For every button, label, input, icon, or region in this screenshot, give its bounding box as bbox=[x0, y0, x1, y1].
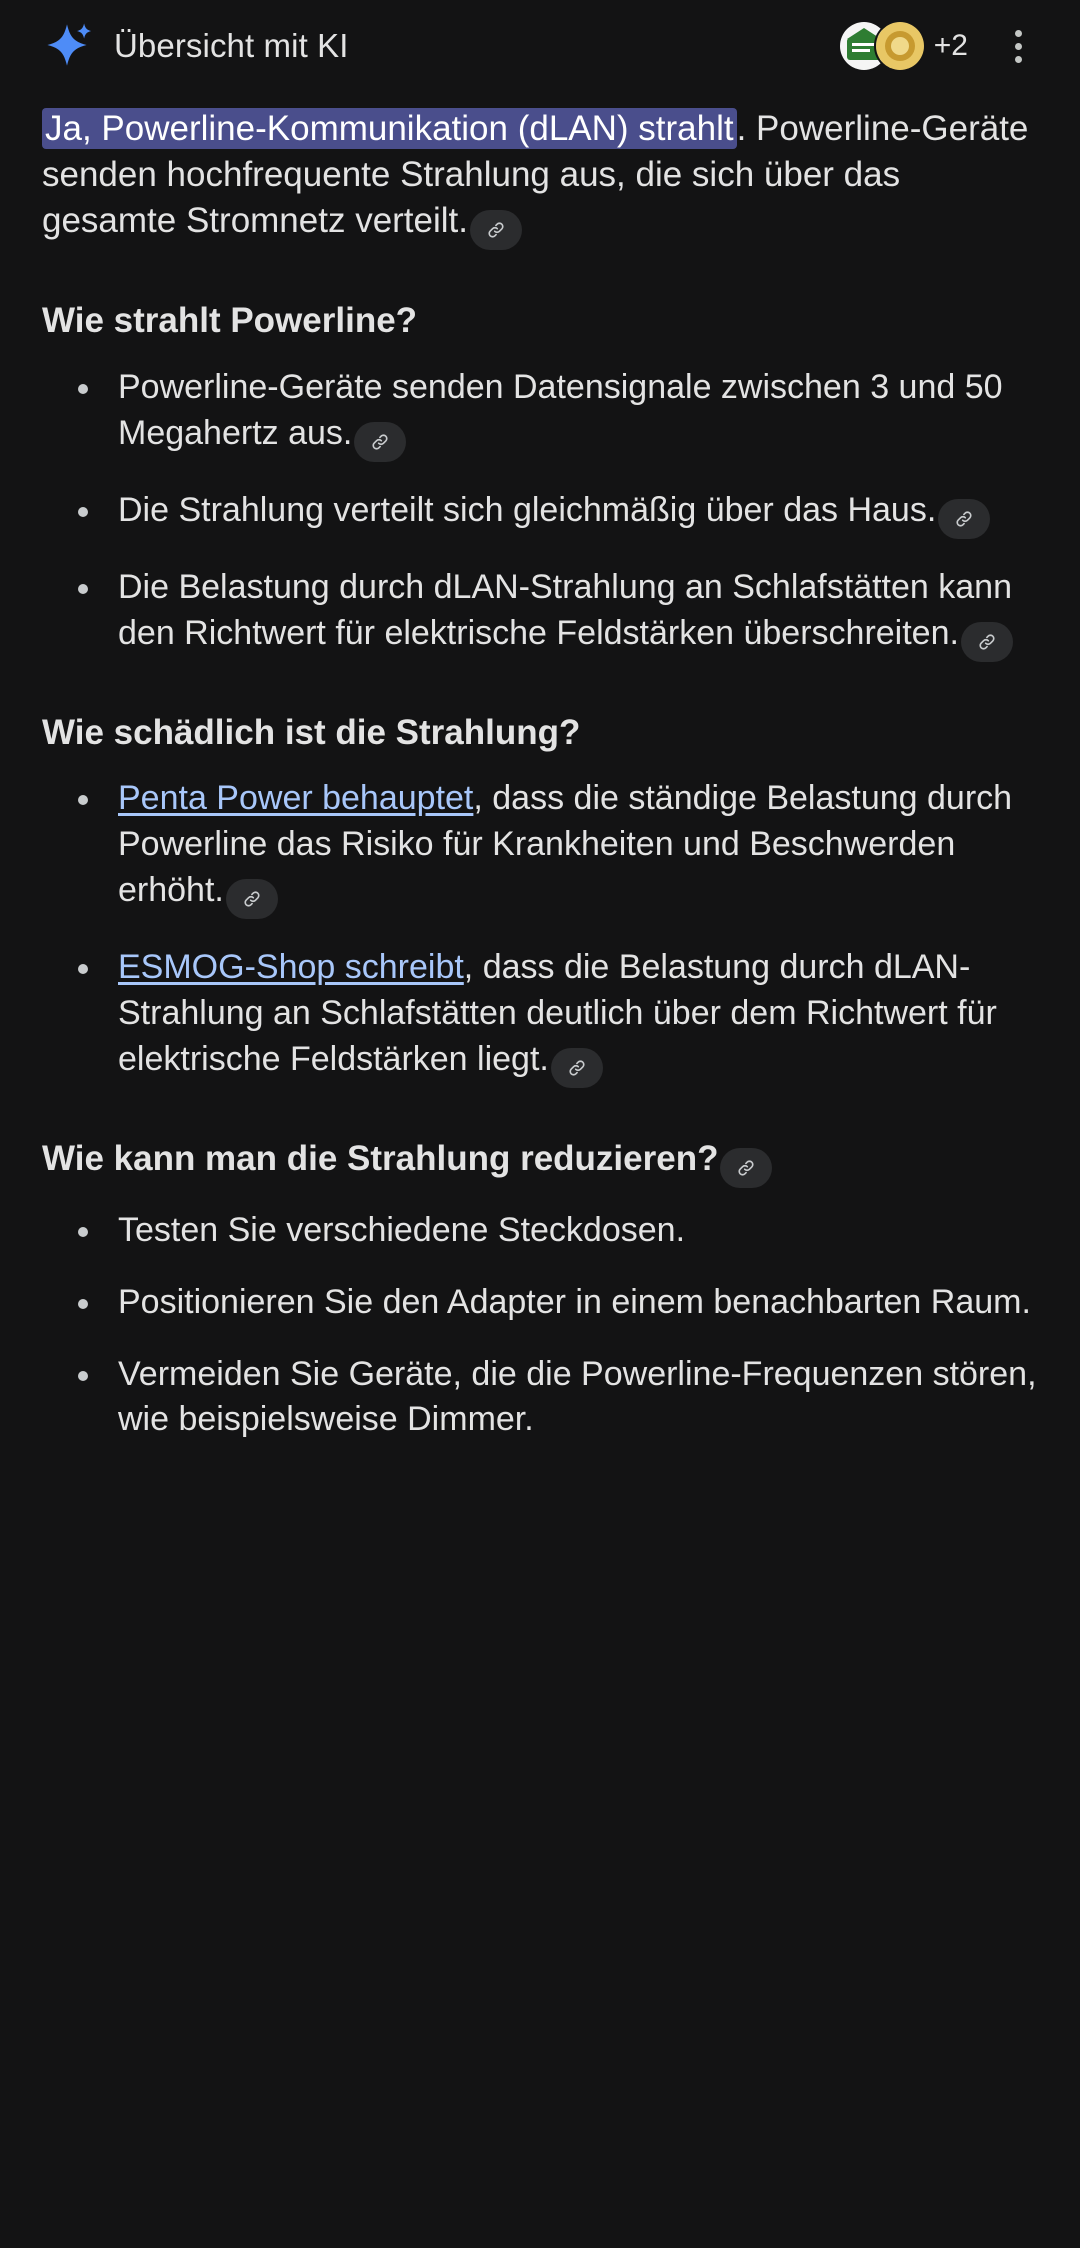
list-item-text: Powerline-Geräte senden Datensignale zwischen 3 und 50 Megahertz aus. bbox=[118, 367, 1003, 452]
list-item bbox=[42, 945, 1040, 1088]
list-item-text: Testen Sie verschiedene Steckdosen. bbox=[118, 1210, 686, 1249]
sparkle-icon bbox=[42, 21, 92, 71]
link-icon[interactable] bbox=[961, 622, 1013, 662]
list-item bbox=[42, 1280, 1040, 1326]
extra-sources-count[interactable]: +2 bbox=[933, 29, 968, 62]
kebab-menu-icon[interactable] bbox=[990, 18, 1046, 74]
list-item bbox=[42, 565, 1040, 662]
section-heading-3 bbox=[42, 1136, 1040, 1188]
link-icon[interactable] bbox=[720, 1148, 772, 1188]
page-title: Übersicht mit KI bbox=[114, 27, 349, 64]
kebab-dot bbox=[1015, 56, 1022, 63]
list-item bbox=[42, 488, 1040, 539]
section-list-3 bbox=[42, 1208, 1040, 1444]
source-favicons[interactable] bbox=[838, 20, 968, 72]
list-item-text: , dass die ständige Belastung durch Powerline das Risiko für Krankheiten und Beschwerden erhöht. bbox=[118, 779, 1013, 910]
list-item-text: , dass die Belastung durch dLAN-Strahlung an Schlafstätten deutlich über dem Richtwert für elektrische Feldstärken liegt. bbox=[118, 948, 997, 1078]
lead-rest: . Powerline-Geräte senden hochfrequente Strahlung aus, die sich über das gesamte Stromnetz verteilt. bbox=[42, 109, 1029, 241]
highlighted-answer: Ja, Powerline-Kommunikation (dLAN) strahlt bbox=[42, 108, 737, 149]
link-icon[interactable] bbox=[470, 210, 522, 250]
lead-paragraph bbox=[42, 106, 1040, 250]
ai-overview-header bbox=[0, 0, 1080, 92]
source-link-penta-power[interactable]: Penta Power behauptet bbox=[118, 779, 474, 818]
section-list-2 bbox=[42, 776, 1040, 1088]
link-icon[interactable] bbox=[226, 879, 278, 919]
source-favicon-2[interactable] bbox=[874, 20, 926, 72]
list-item bbox=[42, 365, 1040, 462]
list-item bbox=[42, 1208, 1040, 1254]
section-list-1 bbox=[42, 365, 1040, 662]
link-icon[interactable] bbox=[551, 1048, 603, 1088]
list-item-text: Positionieren Sie den Adapter in einem benachbarten Raum. bbox=[118, 1282, 1031, 1321]
list-item-text: Die Strahlung verteilt sich gleichmäßig über das Haus. bbox=[118, 490, 937, 529]
section-heading-2: Wie schädlich ist die Strahlung? bbox=[42, 712, 581, 752]
section-heading-3-text: Wie kann man die Strahlung reduzieren? bbox=[42, 1138, 719, 1178]
kebab-dot bbox=[1015, 43, 1022, 50]
list-item bbox=[42, 776, 1040, 919]
section-heading-1: Wie strahlt Powerline? bbox=[42, 301, 418, 341]
link-icon[interactable] bbox=[938, 499, 990, 539]
kebab-dot bbox=[1015, 30, 1022, 37]
list-item-text: Vermeiden Sie Geräte, die die Powerline-Frequenzen stören, wie beispielsweise Dimmer. bbox=[118, 1354, 1037, 1439]
link-icon[interactable] bbox=[354, 422, 406, 462]
source-link-esmog-shop[interactable]: ESMOG-Shop schreibt bbox=[118, 948, 464, 987]
list-item-text: Die Belastung durch dLAN-Strahlung an Schlafstätten kann den Richtwert für elektrische Feldstärken überschreiten. bbox=[118, 567, 1012, 652]
list-item bbox=[42, 1352, 1040, 1444]
ai-overview-content bbox=[0, 92, 1080, 1443]
